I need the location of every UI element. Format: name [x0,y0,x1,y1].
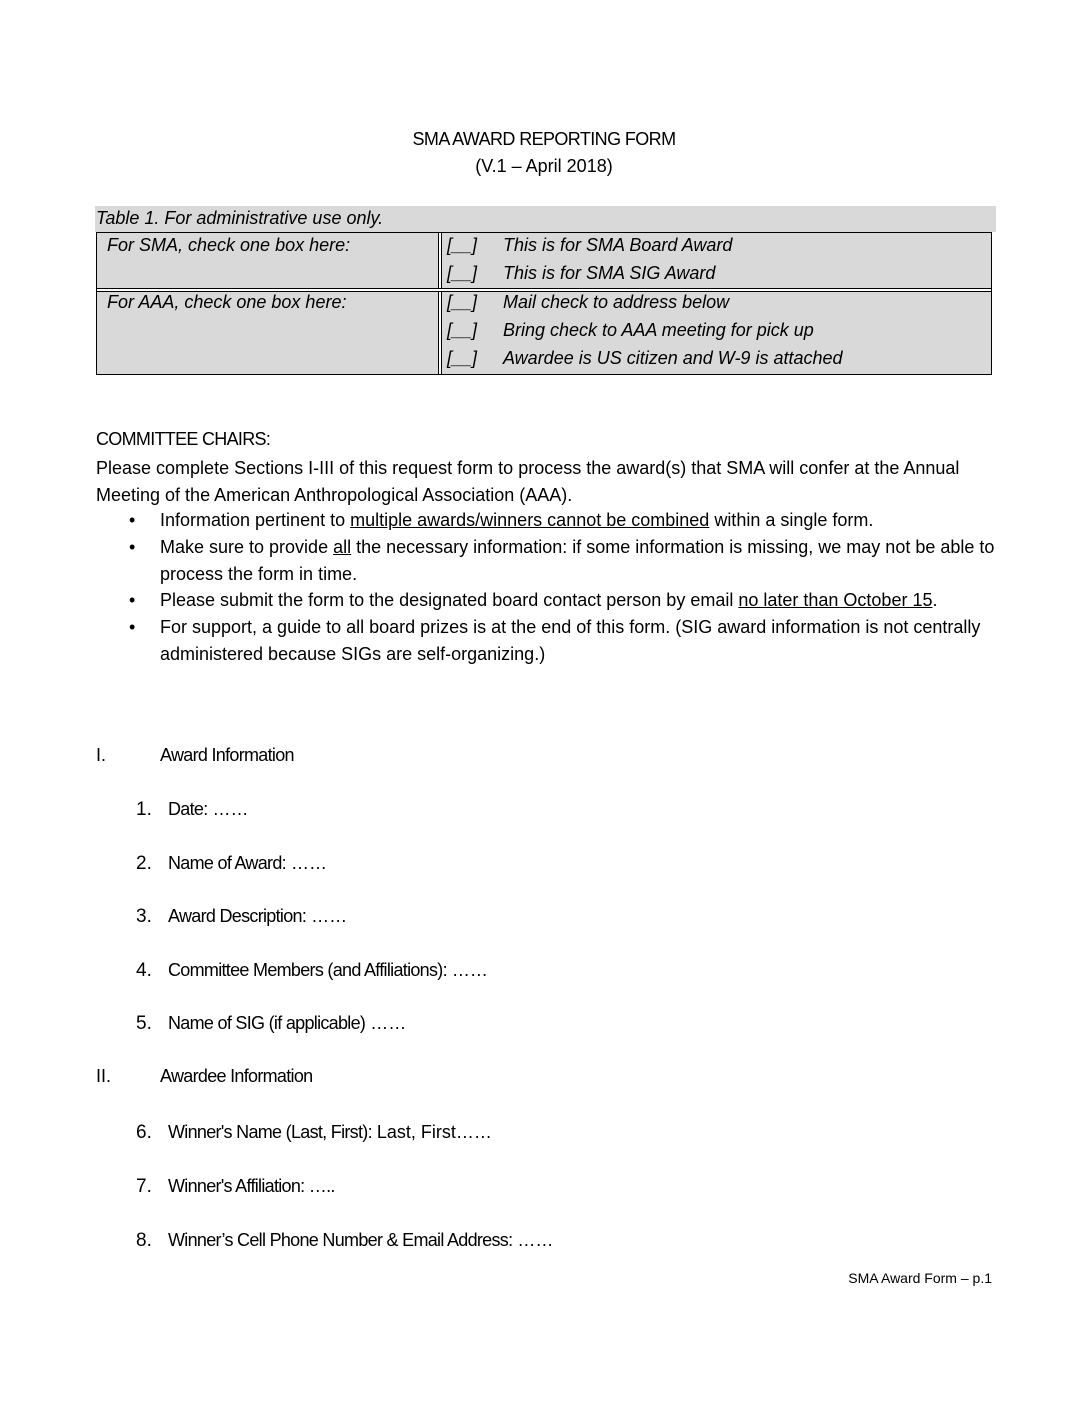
form-title: SMA AWARD REPORTING FORM [412,129,676,149]
admin-table [96,232,992,375]
option-w9-attached[interactable] [447,348,843,369]
field-winner-contact[interactable]: 8. Winner’s Cell Phone Number & Email Address: …… [136,1230,554,1251]
section-title: Award Information [160,745,294,765]
checkbox[interactable]: [__] [447,235,478,255]
option-label: Mail check to address below [503,292,730,312]
field-sig-name[interactable]: 5. Name of SIG (if applicable) …… [136,1013,407,1034]
admin-table-caption [95,206,996,232]
instructions-list [126,507,996,668]
option-sma-sig-award[interactable] [447,263,715,284]
page-footer: SMA Award Form – p.1 [848,1270,992,1286]
section-award-information [96,745,294,766]
committee-chairs-heading [96,429,270,450]
section-number: I. [96,745,107,765]
option-bring-check[interactable] [447,320,814,341]
list-item: • For support, a guide to all board prizes is at the end of this form. (SIG award information is not centrally administered because SIGs are self-organizing.) [126,614,996,668]
bullet-icon: • [129,617,136,638]
section-awardee-information [96,1066,312,1087]
bullet-icon: • [129,510,136,530]
option-label: Bring check to AAA meeting for pick up [503,320,814,340]
sma-row-label: For SMA, check one box here: [107,235,351,255]
list-item: • Information pertinent to multiple awards/winners cannot be combined within a single form. [126,507,996,534]
admin-table-caption-text: Table 1. For administrative use only. [96,208,384,228]
list-item: • Please submit the form to the designated board contact person by email no later than October 15. [126,587,996,614]
aaa-row-label: For AAA, check one box here: [107,292,347,312]
field-date[interactable]: 1. Date: …… [136,799,249,820]
field-committee-members[interactable]: 4. Committee Members (and Affiliations): …… [136,960,488,981]
option-label: This is for SMA Board Award [503,235,733,255]
field-winner-affiliation[interactable]: 7. Winner's Affiliation: ….. [136,1176,335,1197]
option-sma-board-award[interactable] [447,235,732,256]
option-label: This is for SMA SIG Award [503,263,716,283]
option-label: Awardee is US citizen and W-9 is attached [503,348,843,368]
instructions-intro: Please complete Sections I-III of this request form to process the award(s) that SMA will confer at the Annual Meeting of the American Anthropological Association (AAA). [96,458,960,505]
checkbox[interactable]: [__] [447,348,478,368]
table-column-divider [438,233,442,374]
checkbox[interactable]: [__] [447,292,478,312]
field-winner-name[interactable]: 6. Winner's Name (Last, First): Last, First…… [136,1122,492,1143]
option-mail-check[interactable] [447,292,729,313]
field-award-description[interactable]: 3. Award Description: …… [136,906,348,927]
form-version: (V.1 – April 2018) [475,156,613,176]
checkbox[interactable]: [__] [447,320,478,340]
section-number: II. [96,1066,112,1086]
list-item: • Make sure to provide all the necessary information: if some information is missing, we may not be able to process the form in time. [126,534,996,588]
heading-colon: : [265,429,271,449]
field-award-name[interactable]: 2. Name of Award: …… [136,853,327,874]
bullet-icon: • [129,590,136,611]
checkbox[interactable]: [__] [447,263,478,283]
section-title: Awardee Information [160,1066,313,1086]
committee-chairs-heading-text: COMMITTEE CHAIRS [96,429,266,449]
bullet-icon: • [129,536,136,557]
